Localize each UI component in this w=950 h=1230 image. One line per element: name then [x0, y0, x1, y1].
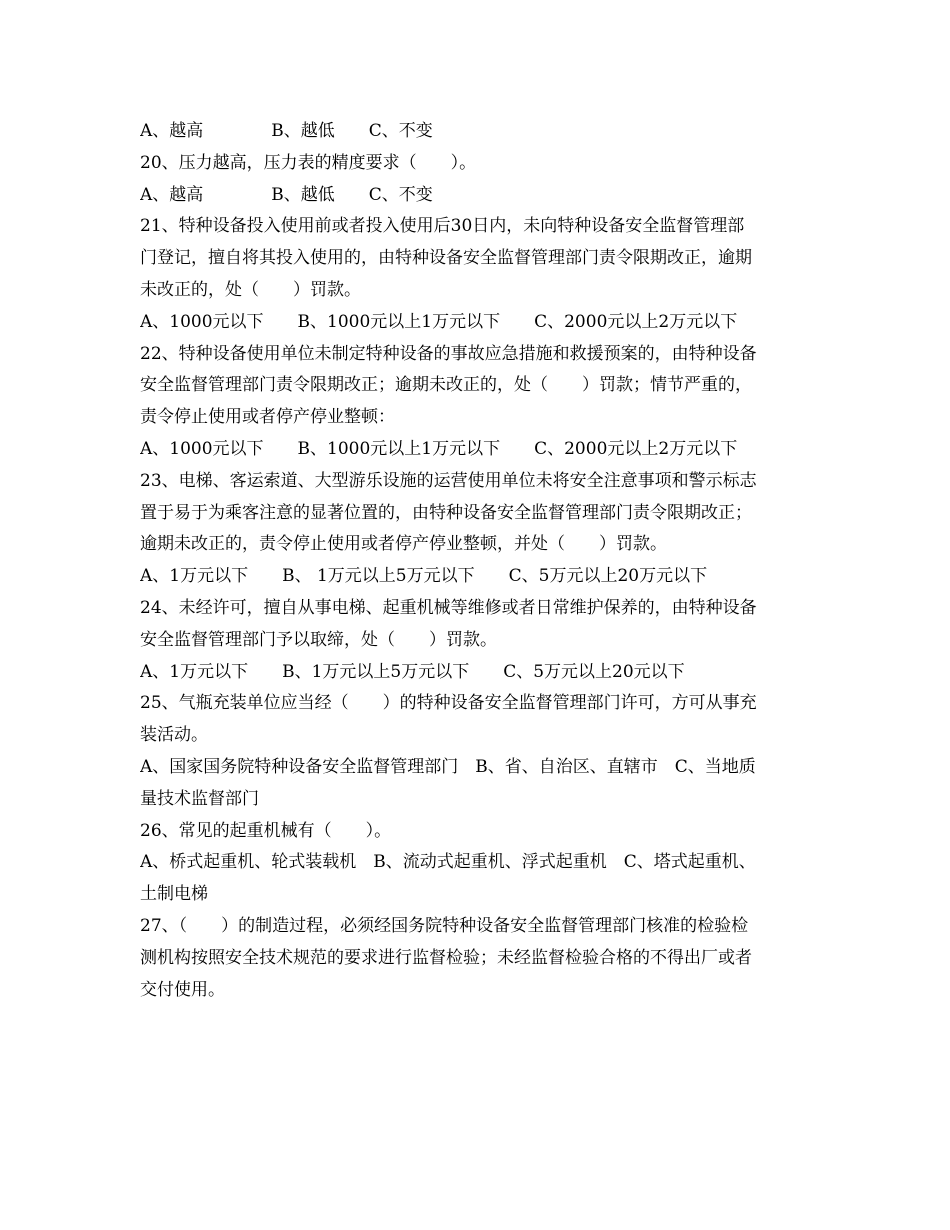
question-27-line-3: 交付使用。 [140, 979, 225, 1000]
answer-options-line: A、1000元以下 B、1000元以上1万元以下 C、2000元以上2万元以下 [140, 311, 738, 332]
question-23-line-3: 逾期未改正的，责令停止使用或者停产停业整顿，并处（ ）罚款。 [140, 534, 667, 555]
question-21-line-3: 未改正的，处（ ）罚款。 [140, 279, 361, 300]
document-page [140, 116, 815, 1006]
answer-options-line: A、国家国务院特种设备安全监督管理部门 B、省、自治区、直辖市 C、当地质 [140, 756, 756, 777]
question-24-line-2: 安全监督管理部门予以取缔，处（ ）罚款。 [140, 629, 497, 650]
question-23-line-2: 置于易于为乘客注意的显著位置的，由特种设备安全监督管理部门责令限期改正； [140, 502, 752, 523]
question-21-line-1: 21、特种设备投入使用前或者投入使用后30日内，未向特种设备安全监督管理部 [140, 216, 745, 237]
question-22-line-3: 责令停止使用或者停产停业整顿： [140, 407, 395, 428]
answer-options-line: A、1万元以下 B、 1万元以上5万元以下 C、5万元以上20万元以下 [140, 566, 708, 587]
question-25-line-1: 25、气瓶充装单位应当经（ ）的特种设备安全监督管理部门许可，方可从事充 [140, 693, 757, 714]
answer-options-line: A、越高 B、越低 C、不变 [140, 184, 433, 205]
answer-options-line: A、越高 B、越低 C、不变 [140, 121, 433, 141]
answer-options-line-cont: 土制电梯 [140, 884, 208, 905]
question-22-line-2: 安全监督管理部门责令限期改正；逾期未改正的，处（ ）罚款；情节严重的， [140, 375, 752, 396]
question-23-line-1: 23、电梯、客运索道、大型游乐设施的运营使用单位未将安全注意事项和警示标志 [140, 470, 757, 491]
question-25-line-2: 装活动。 [140, 725, 208, 746]
question-20: 20、压力越高，压力表的精度要求（ ）。 [140, 152, 477, 173]
question-24-line-1: 24、未经许可，擅自从事电梯、起重机械等维修或者日常维护保养的，由特种设备 [140, 597, 757, 618]
question-22-line-1: 22、特种设备使用单位未制定特种设备的事故应急措施和救援预案的，由特种设备 [140, 343, 757, 364]
answer-options-line: A、桥式起重机、轮式装载机 B、流动式起重机、浮式起重机 C、塔式起重机、 [140, 852, 756, 873]
question-27-line-1: 27、（ ）的制造过程，必须经国务院特种设备安全监督管理部门核准的检验检 [140, 915, 749, 936]
question-21-line-2: 门登记，擅自将其投入使用的，由特种设备安全监督管理部门责令限期改正，逾期 [140, 248, 752, 269]
question-27-line-2: 测机构按照安全技术规范的要求进行监督检验；未经监督检验合格的不得出厂或者 [140, 947, 752, 968]
answer-options-line-cont: 量技术监督部门 [140, 788, 259, 809]
question-26: 26、常见的起重机械有（ ）。 [140, 820, 392, 841]
answer-options-line: A、1万元以下 B、1万元以上5万元以下 C、5万元以上20元以下 [140, 661, 685, 682]
answer-options-line: A、1000元以下 B、1000元以上1万元以下 C、2000元以上2万元以下 [140, 438, 738, 459]
